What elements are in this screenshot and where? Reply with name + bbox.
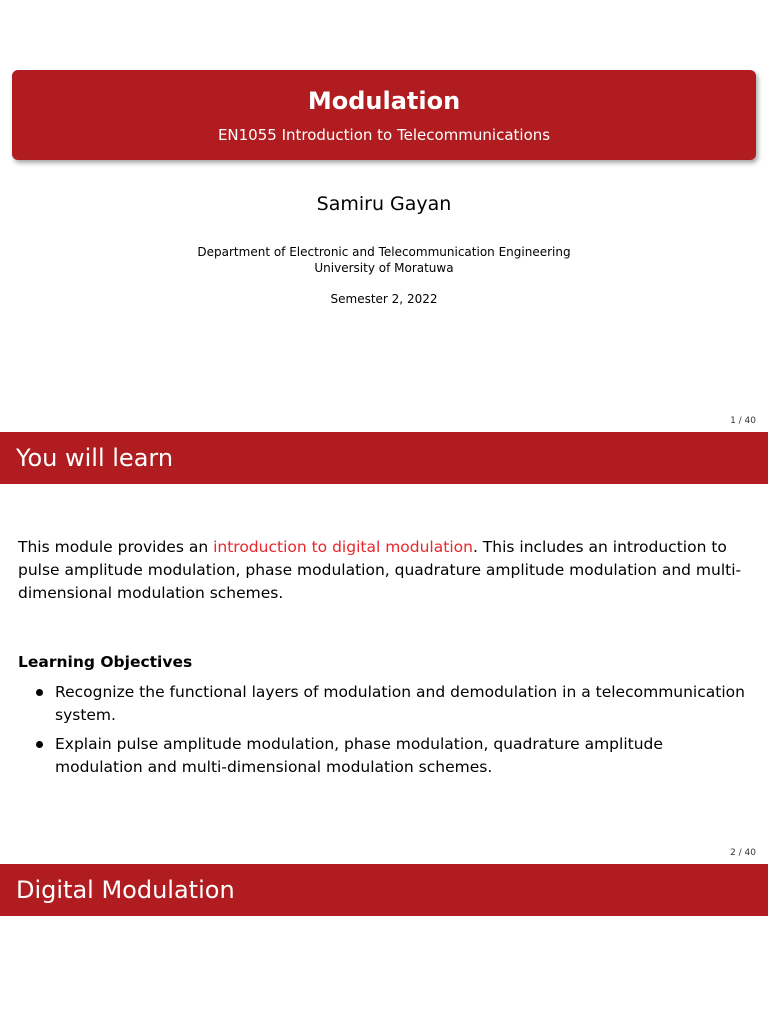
title-box: [12, 70, 756, 160]
presentation-subtitle: EN1055 Introduction to Telecommunications: [217, 126, 551, 144]
digital-modulation-slide: [0, 864, 768, 1024]
frame-title: Digital Modulation: [16, 876, 235, 904]
title-slide: [0, 0, 768, 432]
university-name: University of Moratuwa: [314, 261, 454, 275]
intro-text-end: . This includes an introduction to pulse amplitude modulation, phase modulation, quadrature amplitude modulation and multi-dimensional modulation schemes.: [18, 538, 742, 602]
bullet-icon: [36, 741, 43, 748]
presentation-date: Semester 2, 2022: [330, 292, 438, 306]
frame-title-bar: [0, 432, 768, 484]
intro-text-start: This module provides an: [18, 538, 214, 556]
institute: [0, 244, 768, 276]
objective-text: Recognize the functional layers of modulation and demodulation in a telecommunication system.: [55, 683, 745, 724]
learning-slide: [0, 432, 768, 864]
intro-paragraph: [18, 536, 753, 605]
list-item: [18, 681, 753, 727]
presentation-title: Modulation: [307, 87, 461, 115]
list-item: [18, 733, 753, 779]
objectives-heading: Learning Objectives: [18, 653, 193, 671]
department-name: Department of Electronic and Telecommunication Engineering: [197, 245, 571, 259]
frame-title-bar: [0, 864, 768, 916]
page-number: 2 / 40: [730, 848, 756, 858]
objectives-list: [18, 681, 753, 785]
objective-text: Explain pulse amplitude modulation, phase modulation, quadrature amplitude modulation and multi-dimensional modulation schemes.: [55, 735, 663, 776]
intro-highlight: introduction to digital modulation: [213, 538, 473, 556]
page-number: 1 / 40: [730, 416, 756, 426]
frame-title: You will learn: [16, 444, 174, 472]
author-name: Samiru Gayan: [316, 193, 452, 215]
bullet-icon: [36, 689, 43, 696]
